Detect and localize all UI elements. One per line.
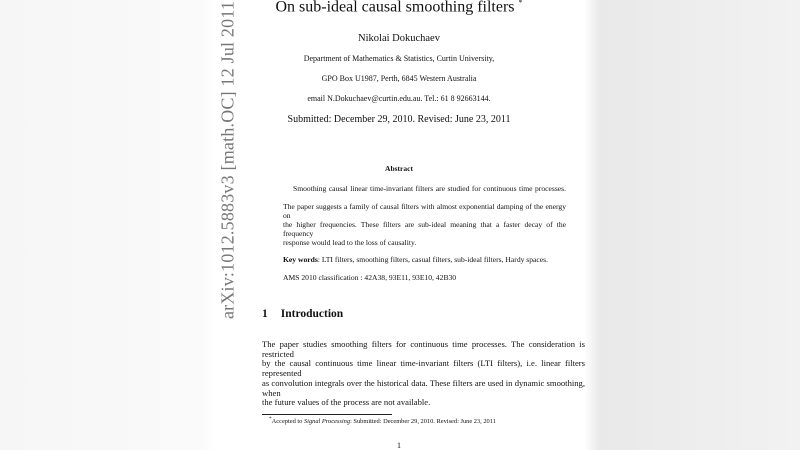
- affiliation-line: Department of Mathematics & Statistics, Curtin University,: [303, 54, 495, 63]
- abstract-line: The paper suggests a family of causal filters with almost exponential damping of the energy on: [283, 202, 566, 220]
- keywords-text: : LTI filters, smoothing filters, casual filters, sub-ideal filters, Hardy spaces.: [317, 255, 549, 264]
- section-title: Introduction: [280, 308, 344, 320]
- section-number: 1: [262, 308, 268, 320]
- abstract-line: response would lead to the loss of causality.: [283, 238, 417, 247]
- intro-line: as convolution integrals over the historical data. These filters are used in dynamic smoothing, when: [262, 378, 585, 398]
- footnote: [269, 416, 496, 425]
- footnote-prefix: Accepted to: [271, 418, 304, 426]
- footnote-rule: [262, 414, 392, 415]
- intro-line: The paper studies smoothing filters for continuous time processes. The consideration is restricted: [262, 339, 585, 359]
- affiliation-line: GPO Box U1987, Perth, 6845 Western Australia: [321, 74, 477, 83]
- section-heading: [262, 308, 343, 320]
- arxiv-stamp: arXiv:1012.5883v3 [math.OC] 12 Jul 2011: [217, 0, 238, 320]
- footnote-text: : Submitted: December 29, 2010. Revised: June 23, 2011: [350, 418, 496, 426]
- submission-dates: Submitted: December 29, 2010. Revised: June 23, 2011: [287, 114, 511, 125]
- intro-line: the future values of the process are not available.: [262, 397, 431, 407]
- title-text: On sub-ideal causal smoothing filters: [275, 0, 515, 16]
- paper-title: [213, 0, 585, 16]
- intro-line: by the causal continuous time linear time-invariant filters (LTI filters), i.e. linear filters represented: [262, 358, 585, 378]
- abstract-line: Smoothing causal linear time-invariant filters are studied for continuous time processes.: [293, 184, 566, 193]
- title-footnote-mark: *: [518, 0, 523, 7]
- abstract-line: the higher frequencies. These filters are sub-ideal meaning that a faster decay of the frequency: [283, 220, 566, 238]
- affiliation-line: email N.Dokuchaev@curtin.edu.au. Tel.: 61 8 92663144.: [307, 94, 491, 103]
- author: Nikolai Dokuchaev: [358, 33, 440, 44]
- paper-page: [213, 0, 585, 450]
- keywords: [283, 255, 566, 264]
- ams-classification: AMS 2010 classification : 42A38, 93E11, 93E10, 42B30: [283, 273, 457, 282]
- page-number: 1: [397, 441, 401, 450]
- keywords-label: Key words: [283, 255, 318, 264]
- footnote-mark: *: [269, 416, 272, 422]
- footnote-journal: Signal Processing: [303, 418, 351, 426]
- abstract-heading: Abstract: [385, 164, 413, 173]
